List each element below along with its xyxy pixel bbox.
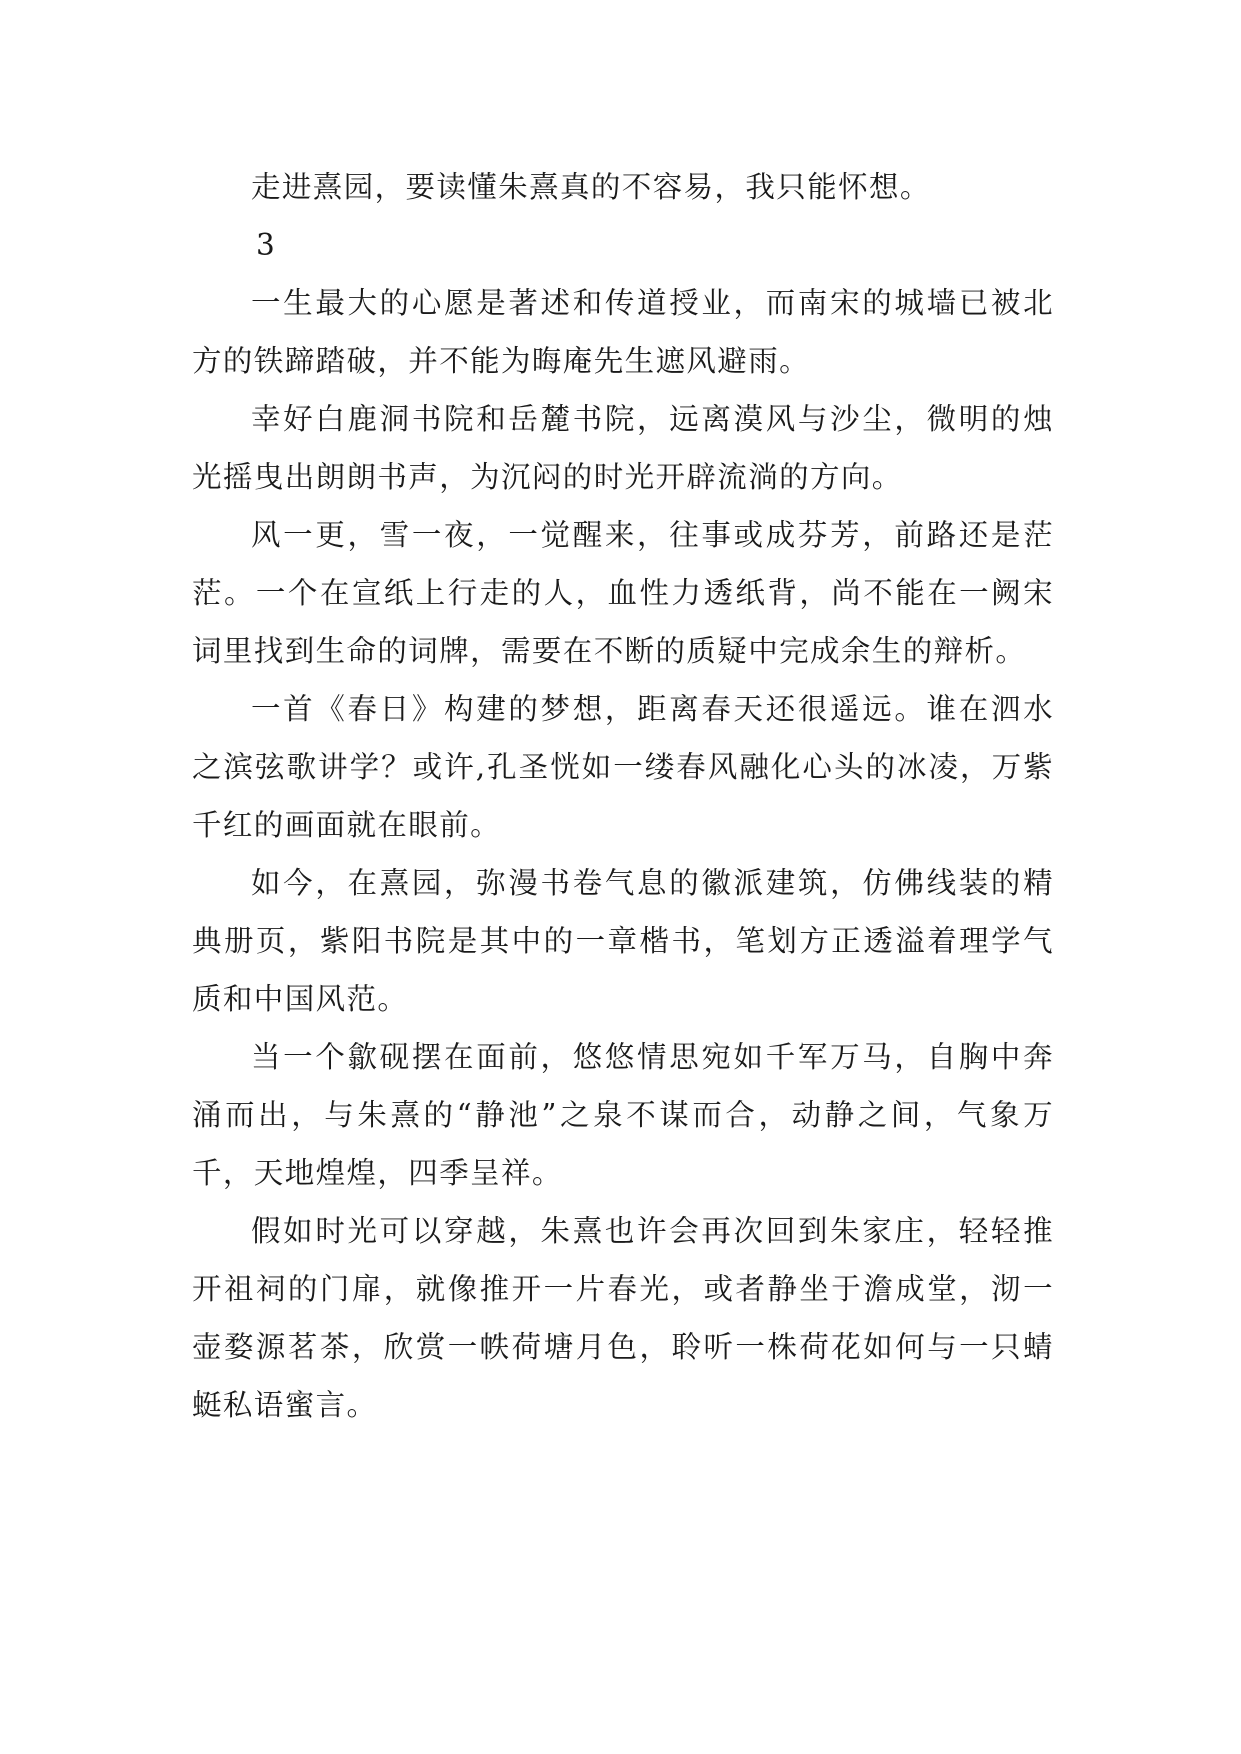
paragraph-5: 一首《春日》构建的梦想，距离春天还很遥远。谁在泗水之滨弦歌讲学？或许,孔圣恍如一缕春风融化心头的冰凌，万紫千红的画面就在眼前。 bbox=[192, 692, 1054, 842]
paragraph-3: 幸好白鹿洞书院和岳麓书院，远离漠风与沙尘，微明的烛光摇曳出朗朗书声，为沉闷的时光开辟流淌的方向。 bbox=[192, 402, 1054, 494]
paragraph-6: 如今，在熹园，弥漫书卷气息的徽派建筑，仿佛线装的精典册页，紫阳书院是其中的一章楷书，笔划方正透溢着理学气质和中国风范。 bbox=[192, 866, 1054, 1016]
paragraph-2: 一生最大的心愿是著述和传道授业，而南宋的城墙已被北方的铁蹄踏破，并不能为晦庵先生遮风避雨。 bbox=[192, 286, 1054, 378]
section-number: 3 bbox=[256, 228, 277, 262]
body-text bbox=[192, 158, 1054, 1434]
paragraph-1: 走进熹园，要读懂朱熹真的不容易，我只能怀想。 bbox=[251, 170, 931, 204]
paragraph-7: 当一个歙砚摆在面前，悠悠情思宛如千军万马，自胸中奔涌而出，与朱熹的“静池”之泉不谋而合，动静之间，气象万千，天地煌煌，四季呈祥。 bbox=[192, 1040, 1054, 1190]
paragraph-8: 假如时光可以穿越，朱熹也许会再次回到朱家庄，轻轻推开祖祠的门扉，就像推开一片春光，或者静坐于澹成堂，沏一壶婺源茗茶，欣赏一帙荷塘月色，聆听一株荷花如何与一只蜻蜓私语蜜言。 bbox=[192, 1214, 1054, 1422]
paragraph-4: 风一更，雪一夜，一觉醒来，往事或成芬芳，前路还是茫茫。一个在宣纸上行走的人，血性力透纸背，尚不能在一阙宋词里找到生命的词牌，需要在不断的质疑中完成余生的辩析。 bbox=[192, 518, 1054, 668]
